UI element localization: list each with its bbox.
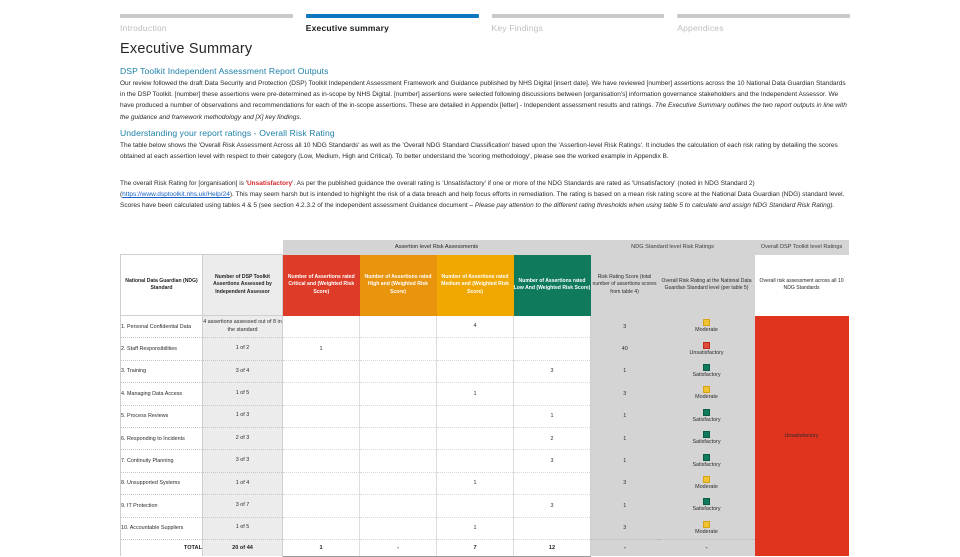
cell-low: 2 xyxy=(514,427,591,449)
cell-critical xyxy=(283,427,360,449)
cell-risk-rating xyxy=(659,450,755,472)
cell-risk-score: 3 xyxy=(591,472,659,494)
cell-medium xyxy=(437,405,514,427)
cell-assertions-assessed: 3 of 4 xyxy=(203,360,283,382)
nav-rule-key-findings xyxy=(492,14,665,18)
section-body-report-outputs xyxy=(120,78,848,123)
rating-label: Moderate xyxy=(695,484,718,491)
cell-high xyxy=(360,338,437,360)
cell-low xyxy=(514,316,591,338)
rating-swatch-icon xyxy=(703,409,710,416)
cell-low xyxy=(514,383,591,405)
cell-low xyxy=(514,517,591,539)
report-outputs-text: Our review followed the draft Data Security and Protection (DSP) Toolkit Independent Assessment Framework and Guidance published by NHS Digital [insert date]. We have reviewed [number] assertions across the 10 National Data Guardian Standards in the DSP Toolkit. [number] these assertions were pre-determined as in-scope by NHS Digital. [number] assertions were selected following discussions between [organisation's] information governance stakeholders and the Independent Assessor. We have produced a number of observations and recommendations for each of the in-scope assertions. These are detailed in Appendix [letter] - Independent assessment results and ratings. xyxy=(120,80,846,110)
cell-assertions-assessed: 1 of 5 xyxy=(203,517,283,539)
rating-swatch-icon xyxy=(703,386,710,393)
cell-high xyxy=(360,316,437,338)
table-row xyxy=(121,360,849,382)
cell-standard: 1. Personal Confidential Data xyxy=(121,316,203,338)
cell-low: 3 xyxy=(514,495,591,517)
table-column-header-row xyxy=(121,255,849,316)
table-row xyxy=(121,316,849,338)
cell-critical xyxy=(283,517,360,539)
cell-risk-score: 3 xyxy=(591,316,659,338)
group-header-blank xyxy=(121,240,283,255)
report-outputs-text-italic: The Executive Summary outlines the two report outputs in line with the guidance and framework methodology and [X] key findings. xyxy=(120,102,847,121)
cell-total-low: 12 xyxy=(514,539,591,556)
rating-label: Moderate xyxy=(695,394,718,401)
cell-risk-rating xyxy=(659,360,755,382)
cell-standard: 3. Training xyxy=(121,360,203,382)
rating-swatch-icon xyxy=(703,454,710,461)
cell-medium xyxy=(437,450,514,472)
cell-medium: 1 xyxy=(437,383,514,405)
cell-low: 3 xyxy=(514,450,591,472)
cell-critical xyxy=(283,472,360,494)
dsp-toolkit-help-link[interactable]: https://www.dsptoolkit.nhs.uk/Help/24 xyxy=(122,191,230,199)
section-overall-risk-rating xyxy=(120,178,848,212)
cell-high xyxy=(360,405,437,427)
table-row xyxy=(121,472,849,494)
cell-risk-rating xyxy=(659,427,755,449)
section-navigation xyxy=(120,14,850,33)
section-body-understanding-ratings: The table below shows the 'Overall Risk Assessment Across all 10 NDG Standards' as well as the 'Overall NDG Standard Classification' based upon the 'Assertion-level Risk Ratings'. It includes the calculation of each risk rating by detailing the scores obtained at each assertion level with respect to their category (Low, Medium, High and Critical). To better understand the 'scoring methodology', please see the worked example in Appendix B. xyxy=(120,142,838,161)
cell-risk-score: 40 xyxy=(591,338,659,360)
rating-label: Unsatisfactory xyxy=(689,349,724,356)
nav-rule-introduction xyxy=(120,14,293,18)
cell-high xyxy=(360,360,437,382)
cell-total-rating: - xyxy=(659,539,755,556)
rating-swatch-icon xyxy=(703,431,710,438)
section-heading-report-outputs: DSP Toolkit Independent Assessment Report Outputs xyxy=(120,66,329,76)
nav-tab-introduction[interactable] xyxy=(120,14,293,33)
rating-label: Satisfactory xyxy=(692,506,721,513)
rating-swatch-icon xyxy=(703,364,710,371)
cell-medium xyxy=(437,360,514,382)
table-row xyxy=(121,517,849,539)
cell-overall-rating: Unsatisfactory xyxy=(755,316,849,557)
section-understanding-ratings xyxy=(120,128,848,162)
rating-label: Satisfactory xyxy=(692,416,721,423)
cell-assertions-assessed: 3 of 7 xyxy=(203,495,283,517)
col-header-critical: Number of Assertions rated Critical and (Weighted Risk Score) xyxy=(283,255,360,316)
cell-total-score: - xyxy=(591,539,659,556)
table-row xyxy=(121,427,849,449)
cell-critical xyxy=(283,405,360,427)
overall-rating-text-part1: The overall Risk Rating for [organisation] is ' xyxy=(120,180,247,187)
cell-assertions-assessed: 1 of 4 xyxy=(203,472,283,494)
rating-swatch-icon xyxy=(703,342,710,349)
rating-swatch-icon xyxy=(703,498,710,505)
cell-standard: 7. Continuity Planning xyxy=(121,450,203,472)
risk-assessment-table xyxy=(120,240,849,557)
nav-label-executive-summary: Executive summary xyxy=(305,23,389,33)
table-row xyxy=(121,450,849,472)
overall-rating-highlight: Unsatisfactory xyxy=(246,180,293,187)
nav-tab-key-findings[interactable] xyxy=(492,14,665,33)
col-header-overall-assessment: Overall risk assessment across all 10 NDG Standards xyxy=(755,255,849,316)
rating-label: Moderate xyxy=(695,528,718,535)
overall-rating-text-part2: '. As per the published guidance the overall rating is 'Unsatisfactory' if one or more of the NDG Standards are rated as 'Unsatisfactory' (noted in NDG Standard 2) ( xyxy=(120,180,755,199)
cell-risk-score: 1 xyxy=(591,495,659,517)
cell-risk-score: 3 xyxy=(591,517,659,539)
cell-critical xyxy=(283,383,360,405)
section-body-overall-risk-rating xyxy=(120,178,848,212)
cell-assertions-assessed: 4 assertions assessed out of 8 in the standard xyxy=(203,316,283,338)
cell-standard: 6. Responding to Incidents xyxy=(121,427,203,449)
group-header-ndg-standard-level: NDG Standard level Risk Ratings xyxy=(591,240,755,255)
nav-label-introduction: Introduction xyxy=(120,23,167,33)
cell-risk-score: 1 xyxy=(591,405,659,427)
cell-total-medium: 7 xyxy=(437,539,514,556)
cell-risk-rating xyxy=(659,472,755,494)
col-header-overall-risk-rating-ndg: Overall Risk Rating at the National Data Guardian Standard level (per table 5) xyxy=(659,255,755,316)
cell-standard: 9. IT Protection xyxy=(121,495,203,517)
nav-tab-executive-summary[interactable] xyxy=(306,14,479,33)
cell-standard: 8. Unsupported Systems xyxy=(121,472,203,494)
cell-low: 1 xyxy=(514,405,591,427)
cell-medium: 4 xyxy=(437,316,514,338)
nav-rule-appendices xyxy=(677,14,850,18)
section-report-outputs xyxy=(120,66,848,123)
group-header-overall-dsp-level: Overall DSP Toolkit level Ratings xyxy=(755,240,849,255)
cell-critical xyxy=(283,450,360,472)
col-header-low: Number of Assertions rated Low And (Weighted Risk Score) xyxy=(514,255,591,316)
cell-assertions-assessed: 2 of 3 xyxy=(203,427,283,449)
page-title: Executive Summary xyxy=(120,41,253,57)
table-total-row xyxy=(121,539,849,556)
cell-medium xyxy=(437,427,514,449)
cell-total-high: - xyxy=(360,539,437,556)
cell-risk-score: 1 xyxy=(591,450,659,472)
table-body xyxy=(121,316,849,557)
group-header-assertion-level: Assertion level Risk Assessments xyxy=(283,240,591,255)
col-header-ndg-standard: National Data Guardian (NDG) Standard xyxy=(121,255,203,316)
rating-label: Moderate xyxy=(695,327,718,334)
cell-high xyxy=(360,383,437,405)
overall-rating-text-part3: ). This may seem harsh but is intended to highlight the risk of a data breach and help focus efforts in remediation. The rating is based on a mean risk rating score at the National Data Guardian (NDG) standard level. Scores have been calculated using tables 4 & 5 (see section 4.2.3.2 of the independent assessment Guidance document xyxy=(120,191,845,210)
nav-label-appendices: Appendices xyxy=(677,23,724,33)
cell-high xyxy=(360,427,437,449)
nav-tab-appendices[interactable] xyxy=(677,14,850,33)
cell-high xyxy=(360,450,437,472)
cell-risk-score: 1 xyxy=(591,360,659,382)
cell-low xyxy=(514,472,591,494)
cell-low xyxy=(514,338,591,360)
col-header-high: Number of Assertions rated High and (Weighted Risk Score) xyxy=(360,255,437,316)
rating-swatch-icon xyxy=(703,319,710,326)
cell-risk-score: 1 xyxy=(591,427,659,449)
cell-medium xyxy=(437,338,514,360)
col-header-assertions-assessed: Number of DSP Toolkit Assertions Assessed by Independent Assessor xyxy=(203,255,283,316)
cell-critical xyxy=(283,316,360,338)
table-row xyxy=(121,495,849,517)
cell-high xyxy=(360,472,437,494)
cell-low: 3 xyxy=(514,360,591,382)
cell-critical xyxy=(283,360,360,382)
overall-rating-text-part4: – Please pay attention to the different rating thresholds when using table 5 to calculate and assign NDG Standard Risk Rating). xyxy=(469,202,835,210)
cell-standard: 2. Staff Responsibilities xyxy=(121,338,203,360)
cell-risk-rating xyxy=(659,517,755,539)
nav-rule-executive-summary xyxy=(306,14,479,18)
cell-critical: 1 xyxy=(283,338,360,360)
cell-standard: 4. Managing Data Access xyxy=(121,383,203,405)
cell-risk-rating xyxy=(659,383,755,405)
rating-swatch-icon xyxy=(703,521,710,528)
cell-risk-rating xyxy=(659,338,755,360)
cell-standard: 10. Accountable Suppliers xyxy=(121,517,203,539)
rating-label: Satisfactory xyxy=(692,461,721,468)
table-group-header-row xyxy=(121,240,849,255)
cell-medium: 1 xyxy=(437,517,514,539)
cell-total-assessed: 20 of 44 xyxy=(203,539,283,556)
cell-assertions-assessed: 1 of 3 xyxy=(203,405,283,427)
cell-medium: 1 xyxy=(437,472,514,494)
cell-assertions-assessed: 1 of 5 xyxy=(203,383,283,405)
cell-medium xyxy=(437,495,514,517)
table-row xyxy=(121,338,849,360)
cell-risk-rating xyxy=(659,316,755,338)
cell-assertions-assessed: 3 of 3 xyxy=(203,450,283,472)
cell-risk-score: 3 xyxy=(591,383,659,405)
cell-high xyxy=(360,495,437,517)
cell-high xyxy=(360,517,437,539)
cell-total-critical: 1 xyxy=(283,539,360,556)
rating-swatch-icon xyxy=(703,476,710,483)
table-row xyxy=(121,405,849,427)
table-row xyxy=(121,383,849,405)
cell-assertions-assessed: 1 of 2 xyxy=(203,338,283,360)
section-heading-understanding-ratings: Understanding your report ratings - Overall Risk Rating xyxy=(120,128,335,138)
cell-total-label: TOTAL xyxy=(121,539,203,556)
cell-risk-rating xyxy=(659,405,755,427)
col-header-risk-rating-score: Risk Rating Score (total number of assertions scores from table 4) xyxy=(591,255,659,316)
cell-risk-rating xyxy=(659,495,755,517)
cell-standard: 5. Process Reviews xyxy=(121,405,203,427)
col-header-medium: Number of Assertions rated Medium and (Weighted Risk Score) xyxy=(437,255,514,316)
cell-critical xyxy=(283,495,360,517)
rating-label: Satisfactory xyxy=(692,439,721,446)
nav-label-key-findings: Key Findings xyxy=(491,23,544,33)
rating-label: Satisfactory xyxy=(692,372,721,379)
